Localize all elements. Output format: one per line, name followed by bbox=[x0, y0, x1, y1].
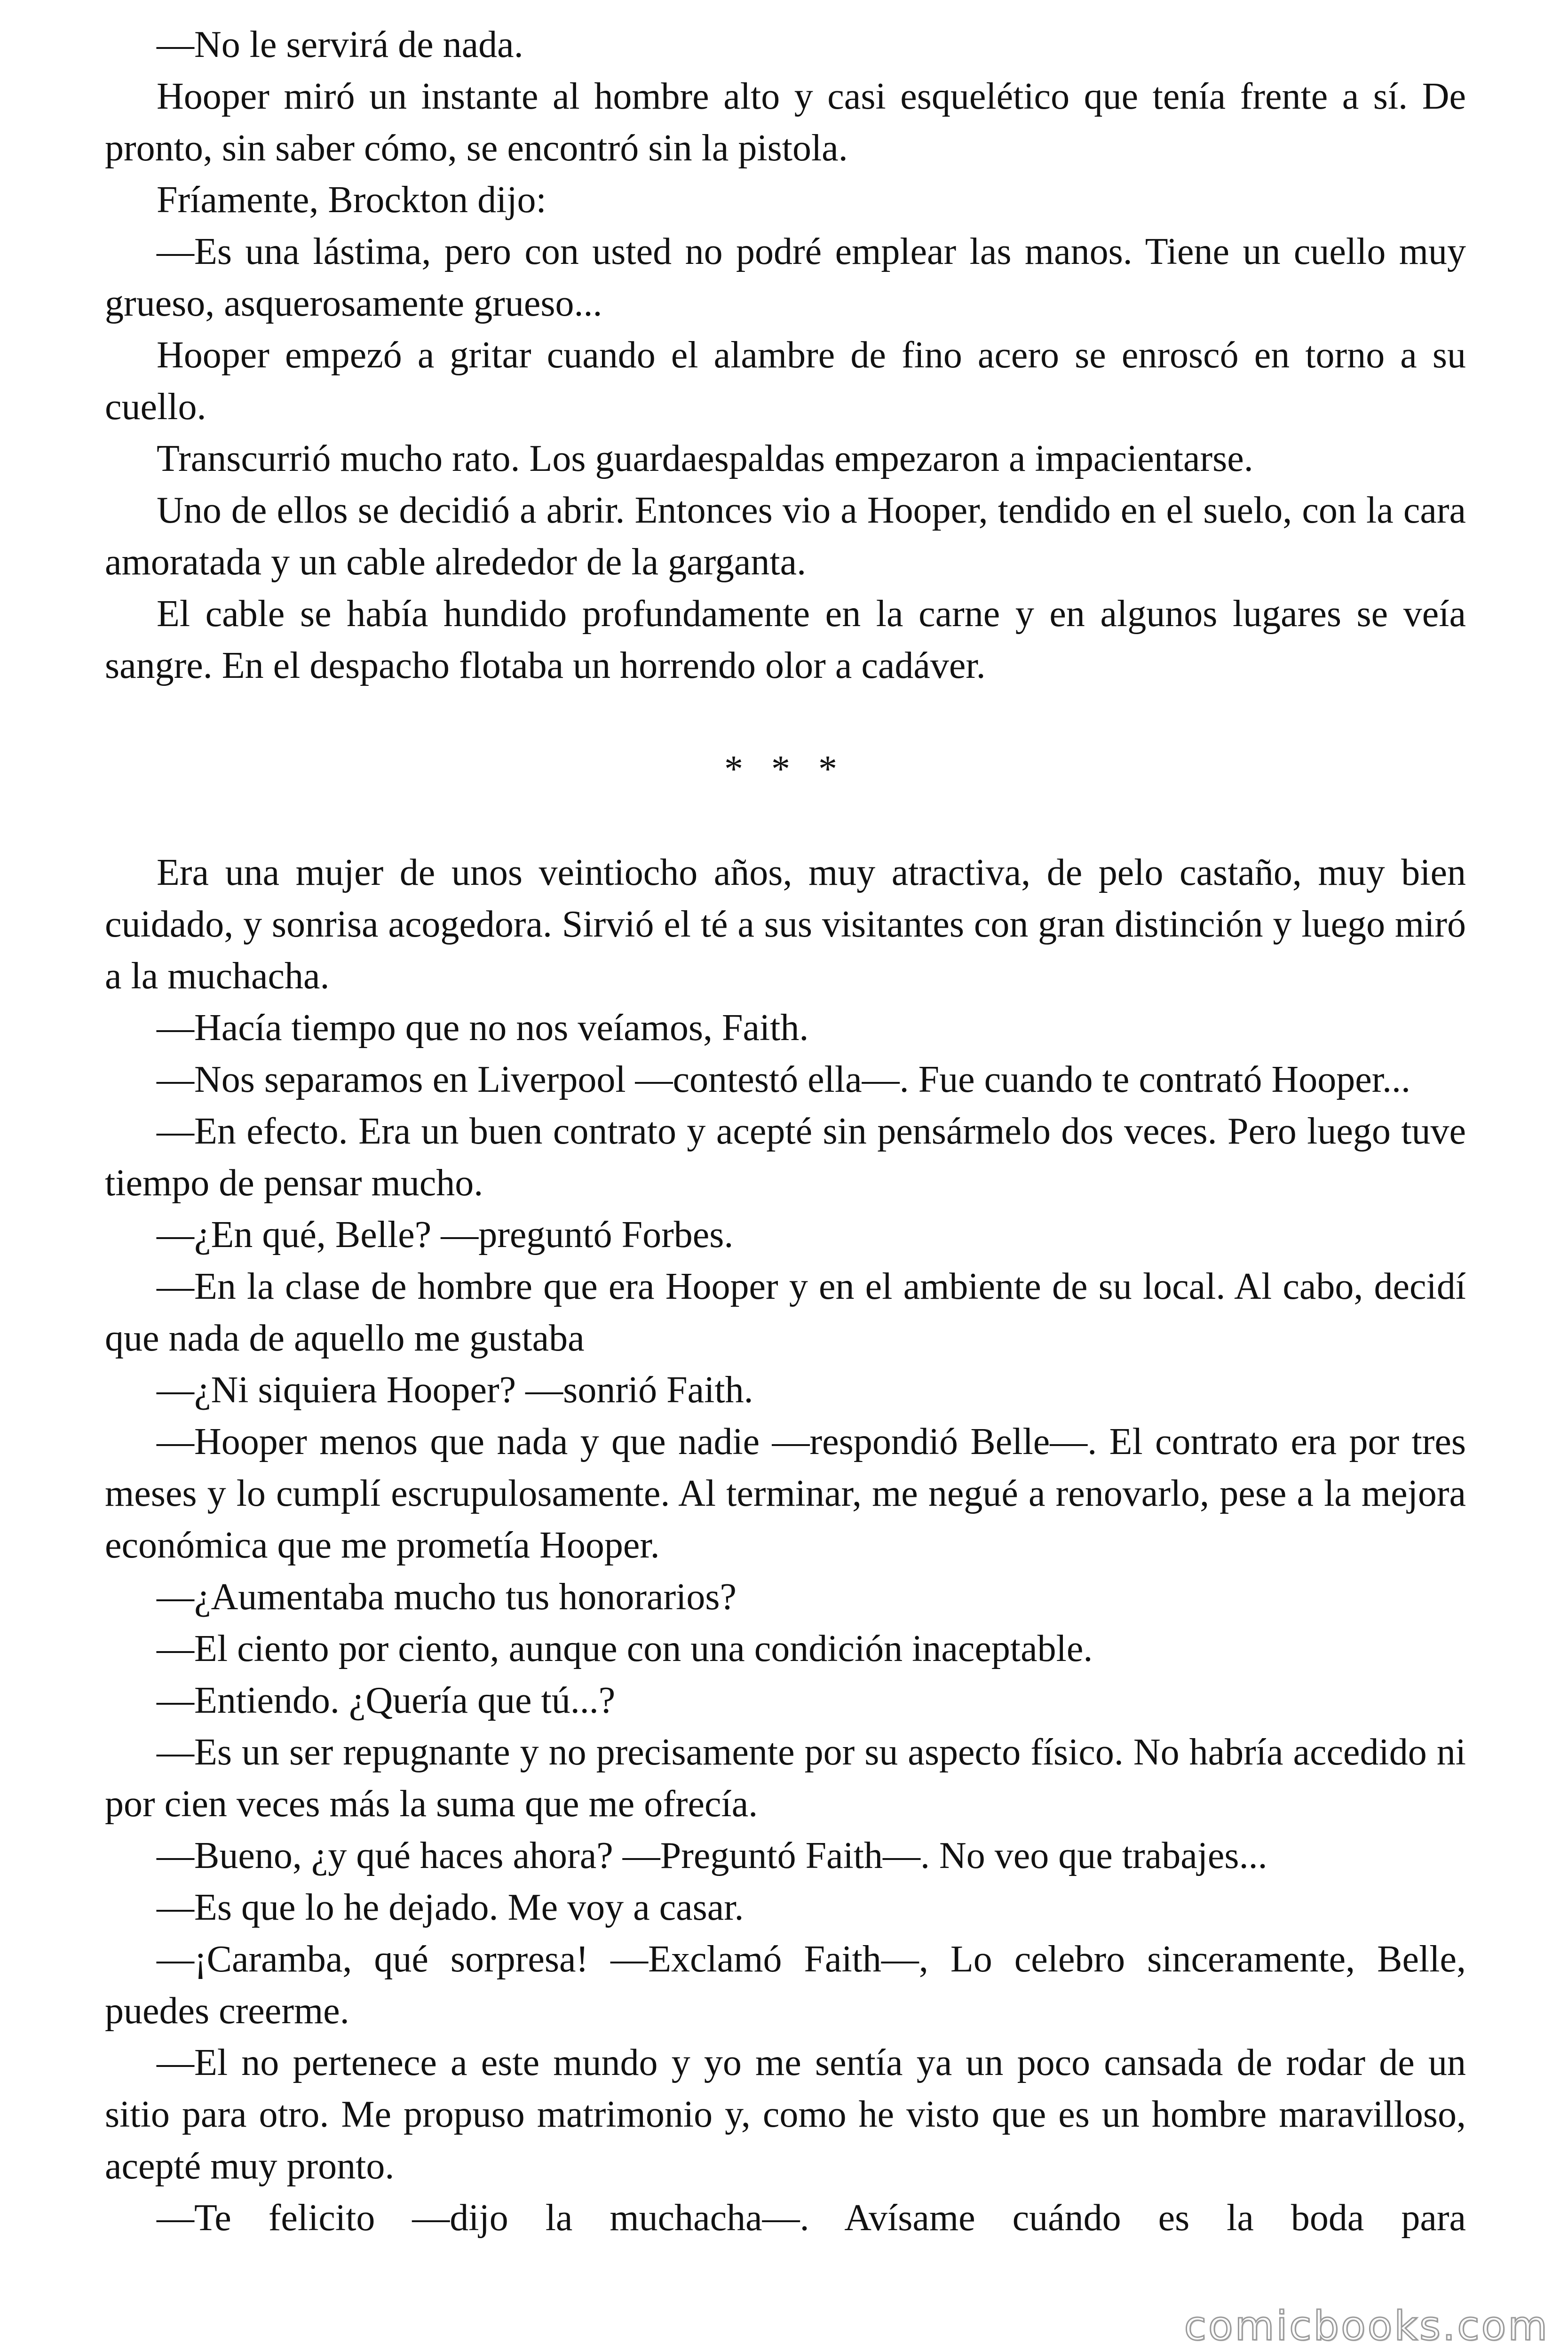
paragraph: —¡Caramba, qué sorpresa! —Exclamó Faith—, Lo celebro sinceramente, Belle, puedes creerme. bbox=[105, 1939, 1466, 2032]
paragraph: —Bueno, ¿y qué haces ahora? —Preguntó Faith—. No veo que trabajes... bbox=[157, 1835, 1267, 1876]
paragraph: —Hooper menos que nada y que nadie —respondió Belle—. El contrato era por tres meses y lo cumplí escrupulosamente. Al terminar, me negué a renovarlo, pese a la mejora económica que me prometía Hooper. bbox=[105, 1421, 1466, 1566]
paragraph: —Te felicito —dijo la muchacha—. Avísame cuándo es la boda para bbox=[157, 2197, 1466, 2239]
paragraph: —El ciento por ciento, aunque con una condición inaceptable. bbox=[157, 1628, 1093, 1669]
paragraph: Hooper miró un instante al hombre alto y casi esquelético que tenía frente a sí. De pronto, sin saber cómo, se encontró sin la pistola. bbox=[105, 76, 1466, 169]
paragraph: —¿Aumentaba mucho tus honorarios? bbox=[157, 1576, 737, 1618]
paragraph: —Nos separamos en Liverpool —contestó ella—. Fue cuando te contrató Hooper... bbox=[157, 1059, 1410, 1100]
book-page bbox=[105, 19, 1466, 2244]
paragraph: Transcurrió mucho rato. Los guardaespaldas empezaron a impacientarse. bbox=[157, 438, 1253, 479]
paragraph: —¿Ni siquiera Hooper? —sonrió Faith. bbox=[157, 1369, 753, 1411]
paragraph: —¿En qué, Belle? —preguntó Forbes. bbox=[157, 1214, 734, 1255]
paragraph: —En efecto. Era un buen contrato y acepté sin pensármelo dos veces. Pero luego tuve tiempo de pensar mucho. bbox=[105, 1111, 1466, 1204]
paragraph: —No le servirá de nada. bbox=[157, 24, 523, 65]
paragraph: Hooper empezó a gritar cuando el alambre de fino acero se enroscó en torno a su cuello. bbox=[105, 334, 1466, 428]
paragraph: —Es una lástima, pero con usted no podré emplear las manos. Tiene un cuello muy grueso, asquerosamente grueso... bbox=[105, 231, 1466, 324]
paragraph: Fríamente, Brockton dijo: bbox=[157, 179, 546, 221]
paragraph: —Entiendo. ¿Quería que tú...? bbox=[157, 1680, 616, 1721]
paragraph: —El no pertenece a este mundo y yo me sentía ya un poco cansada de rodar de un sitio para otro. Me propuso matrimonio y, como he visto que es un hombre maravilloso, acepté muy pronto. bbox=[105, 2042, 1466, 2187]
paragraph: Uno de ellos se decidió a abrir. Entonces vio a Hooper, tendido en el suelo, con la cara amoratada y un cable alrededor de la garganta. bbox=[105, 490, 1466, 583]
paragraph: —Es que lo he dejado. Me voy a casar. bbox=[157, 1887, 744, 1928]
section-separator: * * * bbox=[724, 748, 847, 790]
paragraph: Era una mujer de unos veintiocho años, muy atractiva, de pelo castaño, muy bien cuidado, y sonrisa acogedora. Sirvió el té a sus visitantes con gran distinción y luego miró a la muchacha. bbox=[105, 852, 1466, 997]
paragraph: —Es un ser repugnante y no precisamente por su aspecto físico. No habría accedido ni por cien veces más la suma que me ofrecía. bbox=[105, 1732, 1466, 1825]
paragraph: El cable se había hundido profundamente en la carne y en algunos lugares se veía sangre. En el despacho flotaba un horrendo olor a cadáver. bbox=[105, 593, 1466, 686]
paragraph: —Hacía tiempo que no nos veíamos, Faith. bbox=[157, 1007, 809, 1049]
watermark-logo: comicbooks.com bbox=[1184, 2303, 1549, 2350]
paragraph: —En la clase de hombre que era Hooper y en el ambiente de su local. Al cabo, decidí que nada de aquello me gustaba bbox=[105, 1266, 1466, 1359]
